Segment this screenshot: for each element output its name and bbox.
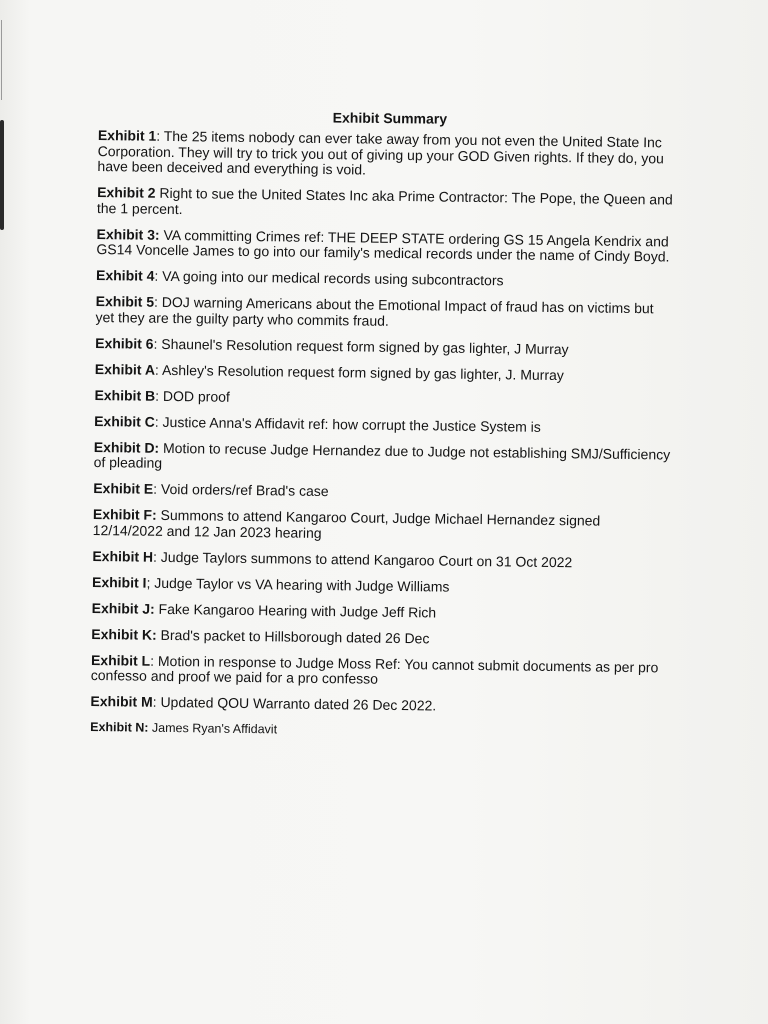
exhibit-label: Exhibit B [94,386,156,404]
exhibit-item [91,626,671,649]
exhibit-label: Exhibit C [94,412,155,430]
exhibit-description: Shaunel's Resolution request form signed by gas lighter, J Murray [157,335,569,357]
exhibit-separator: : [154,361,159,378]
exhibit-label: Exhibit A [94,360,156,378]
exhibit-description: Motion in response to Judge Moss Ref: You cannot submit documents as per pro confesso and proof we paid for a pro confesso [90,652,659,687]
exhibit-item [94,439,674,478]
exhibit-item [95,294,675,333]
exhibit-label: Exhibit 5 [95,292,155,310]
exhibit-separator: : [154,413,159,430]
page-title: Exhibit Summary [332,109,448,127]
exhibit-label: Exhibit E [93,479,154,497]
exhibit-separator: : [150,652,155,669]
exhibit-item [92,600,672,623]
exhibit-separator: : [154,267,159,284]
exhibit-label: Exhibit K: [91,625,157,643]
exhibit-separator: : [152,693,157,710]
exhibit-list [90,128,678,752]
exhibit-description: Judge Taylors summons to attend Kangaroo Court on 31 Oct 2022 [156,548,573,570]
exhibit-item [97,128,678,182]
exhibit-description: Summons to attend Kangaroo Court, Judge Michael Hernandez signed 12/14/2022 and 12 Jan 2023 hearing [92,506,601,541]
exhibit-separator: : [153,480,158,497]
exhibit-label: Exhibit F: [92,505,157,523]
exhibit-item [97,185,677,224]
exhibit-description: VA committing Crimes ref: THE DEEP STATE ordering GS 15 Angela Kendrix and GS14 Voncelle James to go into our family's medical records under the name of Cindy Boyd. [96,226,670,265]
exhibit-label: Exhibit I [91,573,147,591]
exhibit-item [90,694,670,717]
exhibit-label: Exhibit H [92,547,154,565]
exhibit-separator: : [153,335,158,352]
exhibit-item [93,481,673,504]
exhibit-item [92,548,672,571]
exhibit-description: James Ryan's Affidavit [148,720,278,737]
exhibit-item [90,720,670,742]
exhibit-separator: : [152,548,158,565]
exhibit-item [94,413,674,436]
exhibit-label: Exhibit N: [90,719,149,735]
exhibit-description: Motion to recuse Judge Hernandez due to Judge not establishing SMJ/Sufficiency of pleading [93,439,671,471]
exhibit-label: Exhibit J: [91,599,155,617]
exhibit-description: VA going into our medical records using subcontractors [158,267,504,289]
exhibit-label: Exhibit 6 [95,334,154,352]
scan-edge-mark [0,120,4,230]
exhibit-description: The 25 items nobody can ever take away from you not even the United State Inc Corporation. They will try to trick you out of giving up your GOD Given rights. If they do, you have been deceived and everything is void. [97,127,664,178]
exhibit-item [94,387,674,410]
exhibit-label: Exhibit L [90,651,151,669]
exhibit-description: Fake Kangaroo Hearing with Judge Jeff Rich [154,600,437,620]
exhibit-item [96,268,676,291]
exhibit-description: Ashley's Resolution request form signed by gas lighter, J. Murray [158,361,564,383]
exhibit-item [95,335,675,358]
exhibit-label: Exhibit 3: [96,225,160,243]
exhibit-separator: : [153,293,159,310]
exhibit-item [91,652,671,691]
exhibit-description: Judge Taylor vs VA hearing with Judge Williams [150,574,450,595]
exhibit-item [92,574,672,597]
exhibit-description: Right to sue the United States Inc aka Prime Contractor: The Pope, the Queen and the 1 percent. [96,184,673,217]
exhibit-separator: : [156,127,161,144]
exhibit-item [95,361,675,384]
scan-edge-line [1,20,2,100]
exhibit-description: Void orders/ref Brad's case [156,480,329,500]
exhibit-description: DOD proof [158,387,230,405]
exhibit-separator: : [155,387,160,404]
exhibit-item [93,507,673,546]
exhibit-label: Exhibit 4 [95,266,155,284]
exhibit-label: Exhibit 1 [97,127,157,144]
exhibit-label: Exhibit D: [93,438,160,456]
exhibit-label: Exhibit 2 [97,183,156,201]
exhibit-description: Updated QOU Warranto dated 26 Dec 2022. [156,693,437,714]
exhibit-item [96,226,676,265]
exhibit-separator: ; [146,574,151,591]
exhibit-description: Justice Anna's Affidavit ref: how corrupt the Justice System is [158,413,541,435]
exhibit-description: DOJ warning Americans about the Emotional Impact of fraud has on victims but yet they are the guilty party who commits fraud. [95,293,654,329]
exhibit-description: Brad's packet to Hillsborough dated 26 Dec [156,626,430,646]
exhibit-label: Exhibit M [90,692,153,710]
